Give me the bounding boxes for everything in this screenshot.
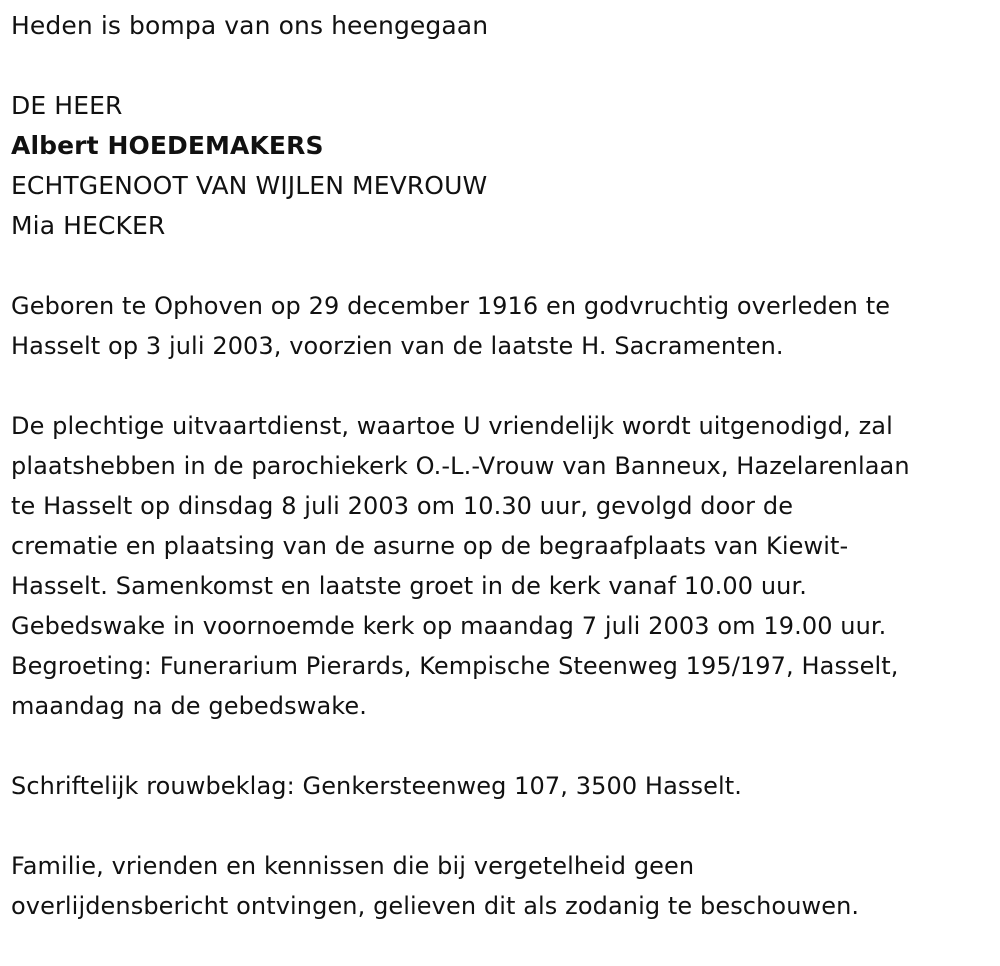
title-prefix: DE HEER — [11, 91, 123, 120]
deceased-name: Albert HOEDEMAKERS — [11, 131, 324, 160]
intro-text: Heden is bompa van ons heengegaan — [11, 11, 489, 40]
condolence-address: Schriftelijk rouwbeklag: Genkersteenweg 107, 3500 Hasselt. — [11, 772, 742, 800]
spacer — [11, 726, 1000, 766]
paragraph-line: plaatshebben in de parochiekerk O.-L.-Vrouw van Banneux, Hazelarenlaan — [11, 452, 910, 480]
paragraph-line: Familie, vrienden en kennissen die bij vergetelheid geen — [11, 852, 695, 880]
spouse-name: Mia HECKER — [11, 211, 166, 240]
spacer — [11, 806, 1000, 846]
spacer — [11, 246, 1000, 286]
funeral-paragraph — [11, 406, 1000, 726]
paragraph-line: Begroeting: Funerarium Pierards, Kempische Steenweg 195/197, Hasselt, — [11, 652, 899, 680]
spouse-label: ECHTGENOOT VAN WIJLEN MEVROUW — [11, 171, 488, 200]
paragraph-line: te Hasselt op dinsdag 8 juli 2003 om 10.30 uur, gevolgd door de — [11, 492, 794, 520]
condolence-paragraph — [11, 766, 1000, 806]
paragraph-line: crematie en plaatsing van de asurne op de begraafplaats van Kiewit- — [11, 532, 849, 560]
paragraph-line: overlijdensbericht ontvingen, gelieven dit als zodanig te beschouwen. — [11, 892, 860, 920]
paragraph-line: maandag na de gebedswake. — [11, 692, 367, 720]
birth-death-paragraph — [11, 286, 1000, 366]
paragraph-line: Hasselt. Samenkomst en laatste groet in de kerk vanaf 10.00 uur. — [11, 572, 807, 600]
spacer — [11, 366, 1000, 406]
paragraph-line: Geboren te Ophoven op 29 december 1916 en godvruchtig overleden te — [11, 292, 891, 320]
closing-paragraph — [11, 846, 1000, 926]
paragraph-line: Gebedswake in voornoemde kerk op maandag 7 juli 2003 om 19.00 uur. — [11, 612, 887, 640]
paragraph-line: De plechtige uitvaartdienst, waartoe U vriendelijk wordt uitgenodigd, zal — [11, 412, 893, 440]
paragraph-line: Hasselt op 3 juli 2003, voorzien van de laatste H. Sacramenten. — [11, 332, 784, 360]
spacer — [11, 46, 1000, 86]
